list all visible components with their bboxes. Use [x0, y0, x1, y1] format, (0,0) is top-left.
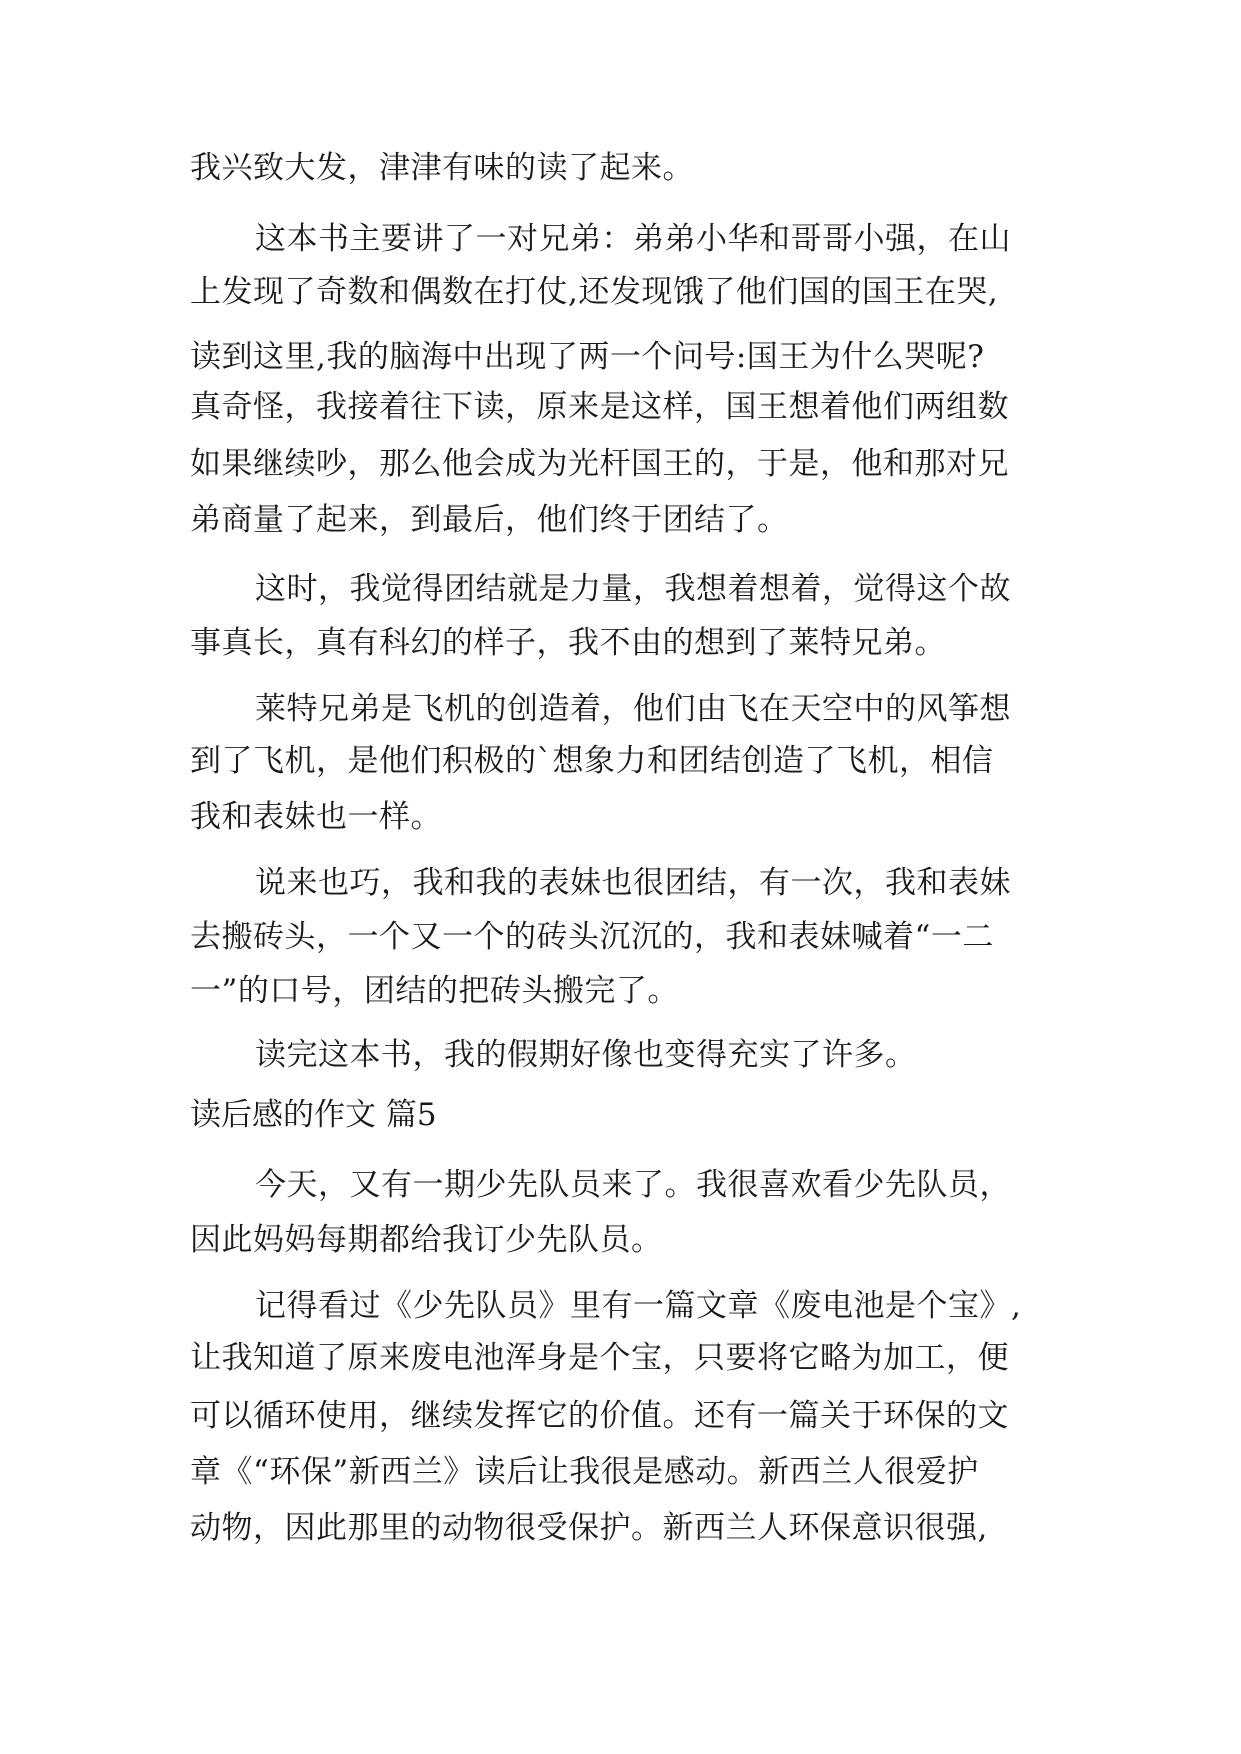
- text-line: 我和表妹也一样。: [190, 799, 442, 835]
- text-line: 因此妈妈每期都给我订少先队员。: [190, 1222, 663, 1258]
- paragraph-first-line: 记得看过《少先队员》里有一篇文章《废电池是个宝》,: [255, 1288, 1022, 1324]
- text-line: 真奇怪，我接着往下读，原来是这样，国王想着他们两组数: [190, 389, 1009, 425]
- text-line: 一”的口号，团结的把砖头搬完了。: [190, 973, 679, 1009]
- paragraph-first-line: 这时，我觉得团结就是力量，我想着想着，觉得这个故: [255, 571, 1011, 607]
- text-line: 章《“环保”新西兰》读后让我很是感动。新西兰人很爱护: [190, 1454, 979, 1490]
- text-line: 动物，因此那里的动物很受保护。新西兰人环保意识很强,: [190, 1510, 988, 1546]
- section-heading: 读后感的作文 篇5: [190, 1097, 437, 1133]
- text-line: 我兴致大发，津津有味的读了起来。: [190, 150, 694, 186]
- text-line: 如果继续吵，那么他会成为光杆国王的，于是，他和那对兄: [190, 446, 1009, 482]
- text-line: 让我知道了原来废电池浑身是个宝，只要将它略为加工，便: [190, 1340, 1009, 1376]
- text-line: 弟商量了起来，到最后，他们终于团结了。: [190, 502, 789, 538]
- paragraph-first-line: 说来也巧，我和我的表妹也很团结，有一次，我和表妹: [255, 865, 1011, 901]
- text-line: 事真长，真有科幻的样子，我不由的想到了莱特兄弟。: [190, 625, 946, 661]
- paragraph-first-line: 莱特兄弟是飞机的创造着，他们由飞在天空中的风筝想: [255, 691, 1011, 727]
- paragraph-first-line: 读完这本书，我的假期好像也变得充实了许多。: [255, 1037, 917, 1073]
- text-line: 上发现了奇数和偶数在打仗,还发现饿了他们国的国王在哭,: [190, 274, 999, 310]
- paragraph-first-line: 这本书主要讲了一对兄弟：弟弟小华和哥哥小强，在山: [255, 221, 1011, 257]
- text-line: 到了飞机，是他们积极的`想象力和团结创造了飞机，相信: [190, 743, 994, 779]
- text-line: 可以循环使用，继续发挥它的价值。还有一篇关于环保的文: [190, 1398, 1009, 1434]
- text-line: 去搬砖头，一个又一个的砖头沉沉的，我和表妹喊着“一二: [190, 919, 994, 955]
- paragraph-first-line: 今天，又有一期少先队员来了。我很喜欢看少先队员，: [255, 1167, 1011, 1203]
- text-line: 读到这里,我的脑海中出现了两一个问号:国王为什么哭呢?: [190, 339, 985, 375]
